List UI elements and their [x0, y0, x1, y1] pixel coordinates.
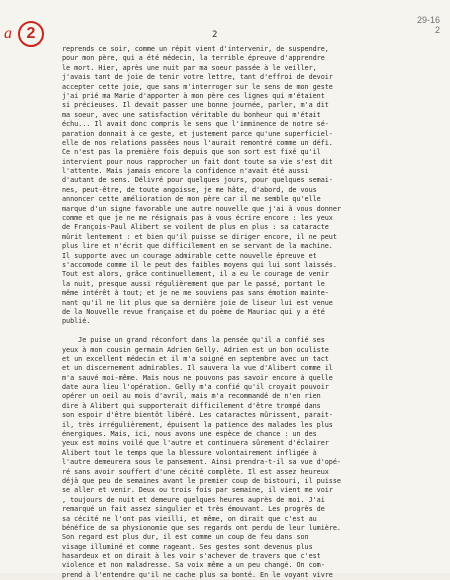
text-line: Alibert tout le temps que la blessure volontairement infligée à — [62, 448, 317, 457]
text-line: le mort. Hier, après une nuit par ma soeur passée à le veiller, — [62, 63, 317, 72]
text-line: elle de nos relations passées nous l'aurait remontré comme un défi. — [62, 138, 333, 147]
text-line: yeux à mon cousin germain Adrien Gelly. Adrien est un bon oculiste — [62, 345, 329, 354]
text-line: Je puise un grand réconfort dans la pensée qu'il a confié ses — [62, 336, 325, 345]
paragraph-gap — [62, 327, 442, 336]
text-line: publié. — [62, 317, 91, 326]
text-line: bénéfice de sa physionomie que ses regards ont perdu de leur lumière. — [62, 523, 341, 532]
text-line: , toujours de nuit et demeure quelques heures auprès de moi. J'ai — [62, 495, 325, 504]
text-line: m'a sauvé moi-même. Mais nous ne pouvons pas savoir encore à quelle — [62, 373, 333, 382]
text-line: de la Nouvelle revue française et du poème de Mauriac qui y a été — [62, 307, 325, 316]
text-line: visage illuminé et comme rageant. Ses gestes sont devenus plus — [62, 542, 313, 551]
text-line: intervient pour nous rapprocher un fait dont toute sa vie s'est dit — [62, 157, 333, 166]
text-line: date aura lieu l'opération. Gelly m'a confié qu'il croyait pouvoir — [62, 383, 329, 392]
text-line: il, très irrégulièrement, épuisent la patience des malades les plus — [62, 420, 333, 429]
text-line: même intérêt à tout; et je ne me souviens pas sans émotion mainte- — [62, 289, 329, 298]
text-line: et un excellent médecin et il m'a soigné en septembre avec un tact — [62, 354, 329, 363]
text-line: reprends ce soir, comme un répit vient d'intervenir, de suspendre, — [62, 45, 329, 53]
paragraph-2 — [62, 336, 442, 580]
text-line: Il supporte avec un courage admirable cette nouvelle épreuve et — [62, 251, 317, 260]
archive-reference — [395, 15, 440, 35]
text-line: dire à Alibert qui supporterait difficilement d'être trompé dans — [62, 401, 321, 410]
text-line: annoncer cette amélioration de mon père car il me semble qu'elle — [62, 195, 321, 204]
text-line: paration donnait à ce geste, et justement parce qu'une superficiel- — [62, 129, 333, 138]
letter-body — [62, 45, 442, 580]
text-line: la nuit, presque aussi régulièrement que par le passé, portant le — [62, 279, 325, 288]
text-line: yeux est moins voilé que l'autre et continuera sûrement d'éclairer — [62, 439, 329, 448]
archive-subcode: 2 — [434, 25, 440, 35]
text-line: d'autant de sens. Délivré pour quelques jours, pour quelques semai- — [62, 176, 333, 185]
text-line: Tout est alors, grâce continuellement, il a eu le courage de venir — [62, 270, 329, 279]
text-line: de François-Paul Alibert se voilent de plus en plus : sa cataracte — [62, 223, 329, 232]
text-line: hasardeux et on dirait à les voir s'achever de travers que c'est — [62, 552, 321, 561]
text-line: se aller et venir. Deux ou trois fois par semaine, il vient me voir — [62, 486, 333, 495]
page-number: 2 — [212, 30, 218, 40]
text-line: si précieuses. Il devait passer une bonne journée, parler, m'a dit — [62, 101, 329, 110]
text-line: échu... Il avait donc compris le sens que l'imminence de notre sé- — [62, 120, 329, 129]
text-line: pour mon père, qui a été médecin, la terrible épreuve d'apprendre — [62, 54, 325, 63]
text-line: accepter cette joie, que sans m'interroger sur le sens de mon geste — [62, 82, 333, 91]
text-line: marque d'un signe favorable une autre nouvelle que j'ai à vous donner — [62, 204, 341, 213]
text-line: l'autre demeurera sous le pansement. Ainsi prendra-t-il sa vue d'opé- — [62, 458, 341, 467]
text-line: Ce n'est pas la première fois depuis que son sort est fixé qu'il — [62, 148, 321, 157]
text-line: j'avais tant de joie de tenir votre lettre, tant d'effroi de devoir — [62, 73, 333, 82]
red-circled-number: 2 — [18, 21, 44, 47]
text-line: nes, peut-être, de toute angoisse, je me hâte, d'abord, de vous — [62, 185, 317, 194]
text-line: plus lire et n'écrit que difficilement en se servant de la machine. — [62, 242, 333, 251]
text-line: déjà que peu de semaines avant le premier coup de bistouri, il puisse — [62, 476, 341, 485]
text-line: nant qu'il ne lit plus que sa dernière joie de liseur lui est venue — [62, 298, 333, 307]
text-line: opérer un oeil au mois d'avril, mais m'a recommandé de n'en rien — [62, 392, 321, 401]
text-line: énergiques. Mais, ici, nous avons une espèce de chance : un des — [62, 430, 317, 439]
text-line: sa cécité ne l'ont pas vieilli, et même, on dirait que c'est au — [62, 514, 317, 523]
text-line: son espoir d'être bientôt libéré. Les cataractes mûrissent, parait- — [62, 411, 333, 420]
text-line: et un discernement admirables. Il sauvera la vue d'Alibert comme il — [62, 364, 333, 373]
text-line: violence et non maladresse. Sa voix même a un peu changé. On com- — [62, 561, 325, 570]
text-line: ré sans avoir souffert d'une cécité complète. Il est assez heureux — [62, 467, 329, 476]
red-annotation-letter: a — [4, 25, 12, 42]
text-line: comme et que je ne me résignais pas à vous écrire encore : les yeux — [62, 214, 333, 223]
paragraph-1 — [62, 45, 442, 327]
text-line: j'ai prié ma Marie d'apporter à mon père ces lignes qui m'étaient — [62, 91, 325, 100]
text-line: l'attente. Mais jamais encore la confidence n'avait été aussi — [62, 167, 309, 176]
text-line: s'accomode comme il le peut des faibles moyens qui lui sont laissés. — [62, 260, 337, 269]
text-line: remarqué un fait assez singulier et très émouvant. Les progrès de — [62, 505, 325, 514]
text-line: prend à l'entendre qu'il ne cache plus sa bonté. En le voyant vivre — [62, 570, 333, 579]
text-line: mûrit lentement : et bien qu'il puisse se diriger encore, il ne peut — [62, 232, 337, 241]
text-line: ma soeur, avec une satisfaction véritable du bonheur qui m'était — [62, 110, 321, 119]
text-line: Son regard est plus dur, il est comme un coup de feu dans son — [62, 533, 309, 542]
archive-code: 29-16 — [416, 15, 440, 25]
